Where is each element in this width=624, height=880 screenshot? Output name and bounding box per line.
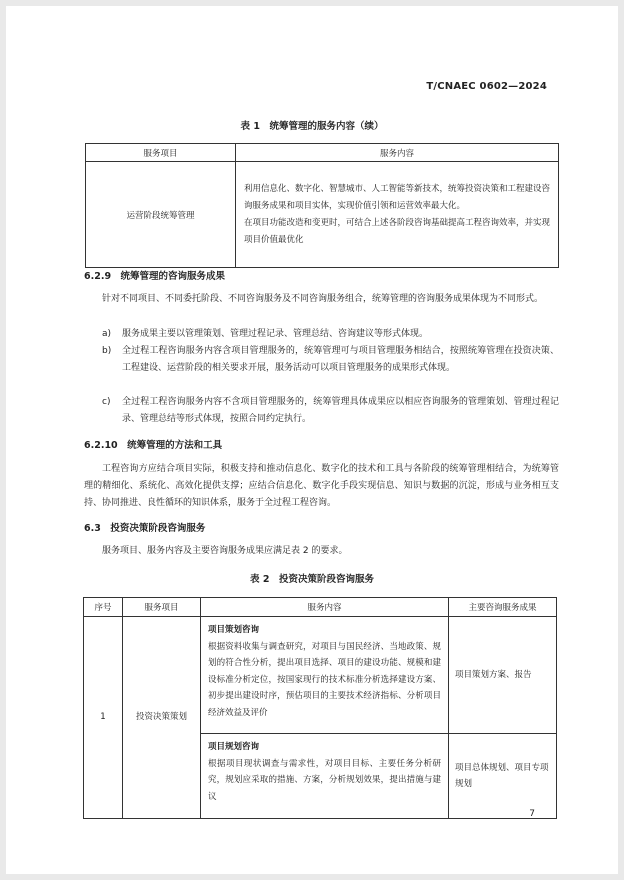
list-item [102,394,559,428]
table1-caption: 表 1 统筹管理的服务内容（续） [240,121,384,132]
table1-header-content: 服务内容 [236,144,559,162]
table1-item-cell: 运营阶段统筹管理 [86,162,236,268]
table2-header-item: 服务项目 [123,598,201,617]
table1-content-para: 在项目功能改造和变更时，可结合上述各阶段咨询基础提高工程咨询效率，并实现项目价值最优化 [244,217,551,245]
table2-item-cell: 投资决策策划 [123,617,201,819]
table2-result-cell: 项目总体规划、项目专项规划 [449,734,557,819]
table2-subitem-title: 项目策划咨询 [208,625,260,635]
table2-header-row [84,598,557,617]
table2 [83,597,557,819]
table1-header-row [86,144,559,162]
table1 [85,143,559,268]
list-item [102,343,559,377]
page-number: 7 [529,809,535,819]
table2-content-cell [201,734,449,819]
table2-caption: 表 2 投资决策阶段咨询服务 [250,574,374,585]
section-heading-6-2-9: 6.2.9 统筹管理的咨询服务成果 [84,271,226,282]
table2-subitem-title: 项目规划咨询 [208,742,260,752]
table2-result-cell: 项目策划方案、报告 [449,617,557,734]
section-heading-6-2-10: 6.2.10 统筹管理的方法和工具 [84,440,223,451]
list-marker: c) [102,397,111,407]
section-paragraph: 针对不同项目、不同委托阶段、不同咨询服务及不同咨询服务组合，统筹管理的咨询服务成果体现为不同形式。 [102,294,544,304]
list-text: 全过程工程咨询服务内容不含项目管理服务的，统筹管理具体成果应以相应咨询服务的管理策划、管理过程记录、管理总结等形式体现，按照合同约定执行。 [122,397,559,424]
table1-content-cell [236,162,559,268]
table2-subitem-text: 根据项目现状调查与需求性，对项目目标、主要任务分析研究，规划应采取的措施、方案，分析规划效果，提出措施与建议 [208,758,441,802]
document-page [6,6,618,874]
table2-content-cell [201,617,449,734]
table2-header-result: 主要咨询服务成果 [449,598,557,617]
table2-subitem-text: 根据资料收集与调查研究，对项目与国民经济、当地政策、规划的符合性分析，提出项目选择、项目的建设功能、规模和建设标准分析定位，按国家现行的技术标准分析选择建设方案、初步提出建设时序，预估项目的主要技术经济指标、分析项目经济效益及评价 [208,641,441,718]
list-text: 全过程工程咨询服务内容含项目管理服务的，统筹管理可与项目管理服务相结合，按照统筹管理在投资决策、工程建设、运营阶段的相关要求开展，服务活动可以项目管理服务的成果形式体现。 [122,346,559,373]
table-row [86,162,559,268]
table-row [84,617,557,734]
list-marker: b) [102,346,112,356]
section-heading-6-3: 6.3 投资决策阶段咨询服务 [84,523,206,534]
list-text: 服务成果主要以管理策划、管理过程记录、管理总结、咨询建议等形式体现。 [122,329,429,339]
section-paragraph: 工程咨询方应结合项目实际，积极支持和推动信息化、数字化的技术和工具与各阶段的统筹管理相结合，为统筹管理的精细化、系统化、高效化提供支撑；应结合信息化、数字化手段实现信息、知识与数据的沉淀，形成与业务相互支持、协同推进、良性循环的知识体系，服务于全过程工程咨询。 [84,464,559,508]
table2-header-no: 序号 [84,598,123,617]
table1-content-para: 利用信息化、数字化、智慧城市、人工智能等新技术，统筹投资决策和工程建设咨询服务成果和项目实体，实现价值引领和运营效率最大化。 [244,183,551,211]
list-marker: a) [102,329,112,339]
list-item [102,326,559,343]
section-paragraph: 服务项目、服务内容及主要咨询服务成果应满足表 2 的要求。 [102,546,348,556]
table1-header-item: 服务项目 [86,144,236,162]
table2-no-cell: 1 [84,617,123,819]
standard-number: T/CNAEC 0602—2024 [426,81,547,92]
table2-header-content: 服务内容 [201,598,449,617]
